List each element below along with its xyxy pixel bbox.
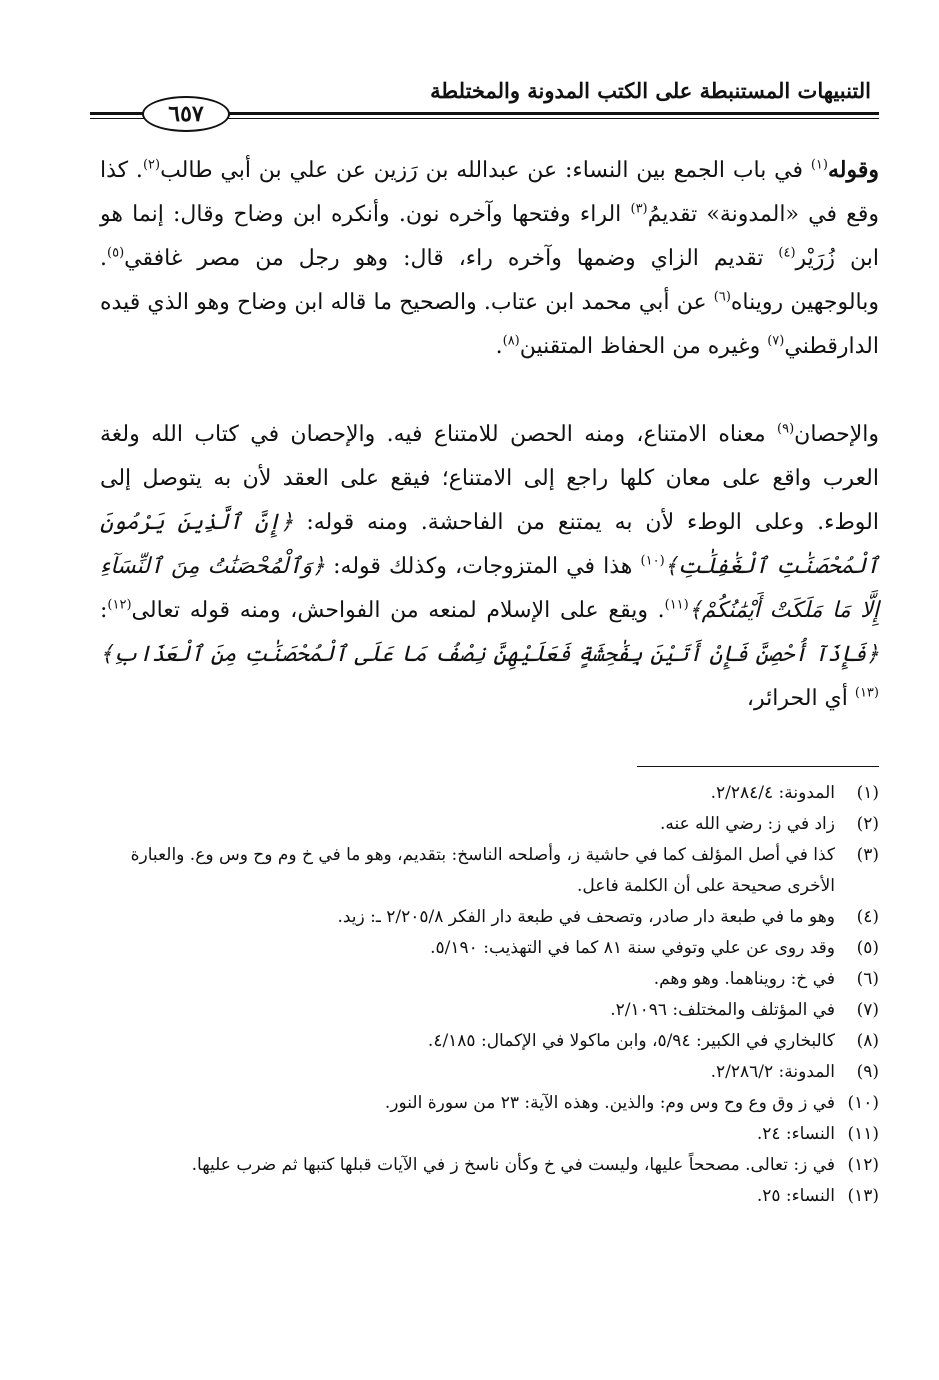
text-run: . ويقع على الإسلام لمنعه من الفواحش، ومنه قوله تعالى [131,598,665,623]
footnote-number: (٤) [856,907,879,927]
footnote-number: (١٠) [847,1093,879,1113]
footnote-ref-13[interactable]: (١٣) [854,685,879,701]
footnote-ref-2[interactable]: (٢) [142,157,161,173]
footnote-ref-9[interactable]: (٩) [777,421,795,437]
footnote-text: زاد في ز: رضي الله عنه. [659,814,835,834]
footnote-number: (٦) [856,969,879,989]
footnote-number: (١) [856,783,879,803]
footnote-text: في ز: تعالى. مصححاً عليها، وليست في خ وكأن ناسخ ز في الآيات قبلها كتبها ثم ضرب عليها. [191,1155,835,1175]
footnote-number: (٨) [856,1031,879,1051]
quran-quote-1: ﴿إِنَّ ٱلَّذِينَ يَرْمُونَ ٱلْمُحْصَنَٰتِ ٱلْغَٰفِلَٰتِ﴾ [100,510,879,579]
footnote-text: وقد روى عن علي وتوفي سنة ٨١ كما في التهذيب: ٥/١٩٠. [430,938,835,958]
footnote-ref-12[interactable]: (١٢) [107,597,132,613]
footnote-text: النساء: ٢٥. [756,1186,835,1206]
text-run: أي الحرائر، [746,686,855,711]
paragraph-2 [100,413,879,721]
text-run: هذا في المتزوجات، وكذلك قوله: [325,554,641,579]
text-run: عن أبي محمد ابن عتاب. والصحيح ما قاله ابن وضاح وهو الذي قيده الدارقطني [100,290,879,359]
footnote-number: (٣) [856,845,879,865]
footnote-separator [637,766,879,767]
footnote-number: (١٢) [847,1155,879,1175]
text-run: . كذا وقع في «المدونة» تقديمُ [100,158,879,227]
page-number-badge [142,96,230,132]
footnote-text: المدونة: ٢/٢٨٦/٢. [710,1062,835,1082]
footnote-text: في المؤتلف والمختلف: ٢/١٠٩٦. [610,1000,835,1020]
footnote-ref-1[interactable]: (١) [810,157,828,173]
text-run: تقديم الزاي وضمها وآخره راء، قال: وهو رجل من مصر غافقي [124,246,779,271]
footnote-number: (٢) [856,814,879,834]
text-run: . وبالوجهين رويناه [100,246,879,315]
footnote-text: النساء: ٢٤. [756,1124,835,1144]
footnote-text: كذا في أصل المؤلف كما في حاشية ز، وأصلحه الناسخ: بتقديم، وهو ما في خ وم وح وس وع. والعبارة الأخرى صحيحة على أن الكلمة فاعل. [130,845,835,896]
footnote-ref-5[interactable]: (٥) [107,245,125,261]
footnote-number: (١١) [847,1124,879,1144]
main-text [100,148,879,721]
paragraph-1 [100,148,879,369]
footnote-ref-3[interactable]: (٣) [630,201,648,217]
footnote-item [100,809,879,840]
quran-quote-2: ﴿وَٱلْمُحْصَنَٰتُ مِنَ ٱلنِّسَآءِ إِلَّا مَا مَلَكَتْ أَيْمَٰنُكُمْ﴾ [100,554,879,623]
footnotes [100,778,879,1212]
footnote-text: وهو ما في طبعة دار صادر، وتصحف في طبعة دار الفكر ٢/٢٠٥/٨ ـ: زيد. [337,907,835,927]
footnote-ref-7[interactable]: (٧) [767,333,785,349]
footnote-item [100,778,879,809]
running-header [90,78,879,127]
footnote-item [100,1150,879,1181]
footnote-ref-8[interactable]: (٨) [502,333,520,349]
page-number: ٦٥٧ [168,101,204,127]
running-title: التنبيهات المستنبطة على الكتب المدونة والمختلطة [430,78,871,103]
footnote-ref-11[interactable]: (١١) [664,597,689,613]
text-run: : [100,598,108,623]
footnote-item [100,933,879,964]
footnote-text: في خ: رويناهما. وهو وهم. [653,969,835,989]
footnote-item [100,1181,879,1212]
footnote-item [100,1026,879,1057]
text-run: في باب الجمع بين النساء: عن عبدالله بن رَزين عن علي بن أبي طالب [160,158,811,183]
footnote-item [100,840,879,902]
lead-word: وقوله [827,157,879,183]
footnote-ref-4[interactable]: (٤) [778,245,796,261]
footnote-text: في ز وق وع وح وس وم: والذين. وهذه الآية: ٢٣ من سورة النور. [384,1093,835,1113]
text-run: والإحصان [794,422,879,447]
text-run: . [495,334,503,359]
footnote-text: المدونة: ٢/٢٨٤/٤. [710,783,835,803]
footnote-text: كالبخاري في الكبير: ٥/٩٤، وابن ماكولا في الإكمال: ٤/١٨٥. [427,1031,835,1051]
text-run: وغيره من الحفاظ المتقنين [519,334,768,359]
footnote-number: (٩) [856,1062,879,1082]
footnote-item [100,1057,879,1088]
footnote-ref-10[interactable]: (١٠) [640,553,665,569]
footnote-number: (٥) [856,938,879,958]
footnote-item [100,995,879,1026]
footnote-number: (١٣) [847,1186,879,1206]
footnote-ref-6[interactable]: (٦) [713,289,731,305]
quran-quote-3: ﴿فَإِذَآ أُحْصِنَّ فَإِنْ أَتَيْنَ بِفَٰحِشَةٍ فَعَلَيْهِنَّ نِصْفُ مَا عَلَى ٱلْمُحْصَنَٰتِ مِنَ ٱلْعَذَابِ﴾ [100,642,879,667]
text-run: معناه الامتناع، ومنه الحصن للامتناع فيه. والإحصان في كتاب الله ولغة العرب واقع على معان كلها راجع إلى الامتناع؛ فيقع على العقد لأن به يتوصل إلى الوطء. وعلى الوطء لأن به يمتنع من الفاحشة. ومنه قوله: [100,422,879,535]
footnote-item [100,902,879,933]
text-run: الراء وفتحها وآخره نون. وأنكره ابن وضاح وقال: إنما هو ابن زُرَيْر [100,202,879,271]
footnote-item [100,1119,879,1150]
footnote-item [100,964,879,995]
footnote-number: (٧) [856,1000,879,1020]
footnote-item [100,1088,879,1119]
